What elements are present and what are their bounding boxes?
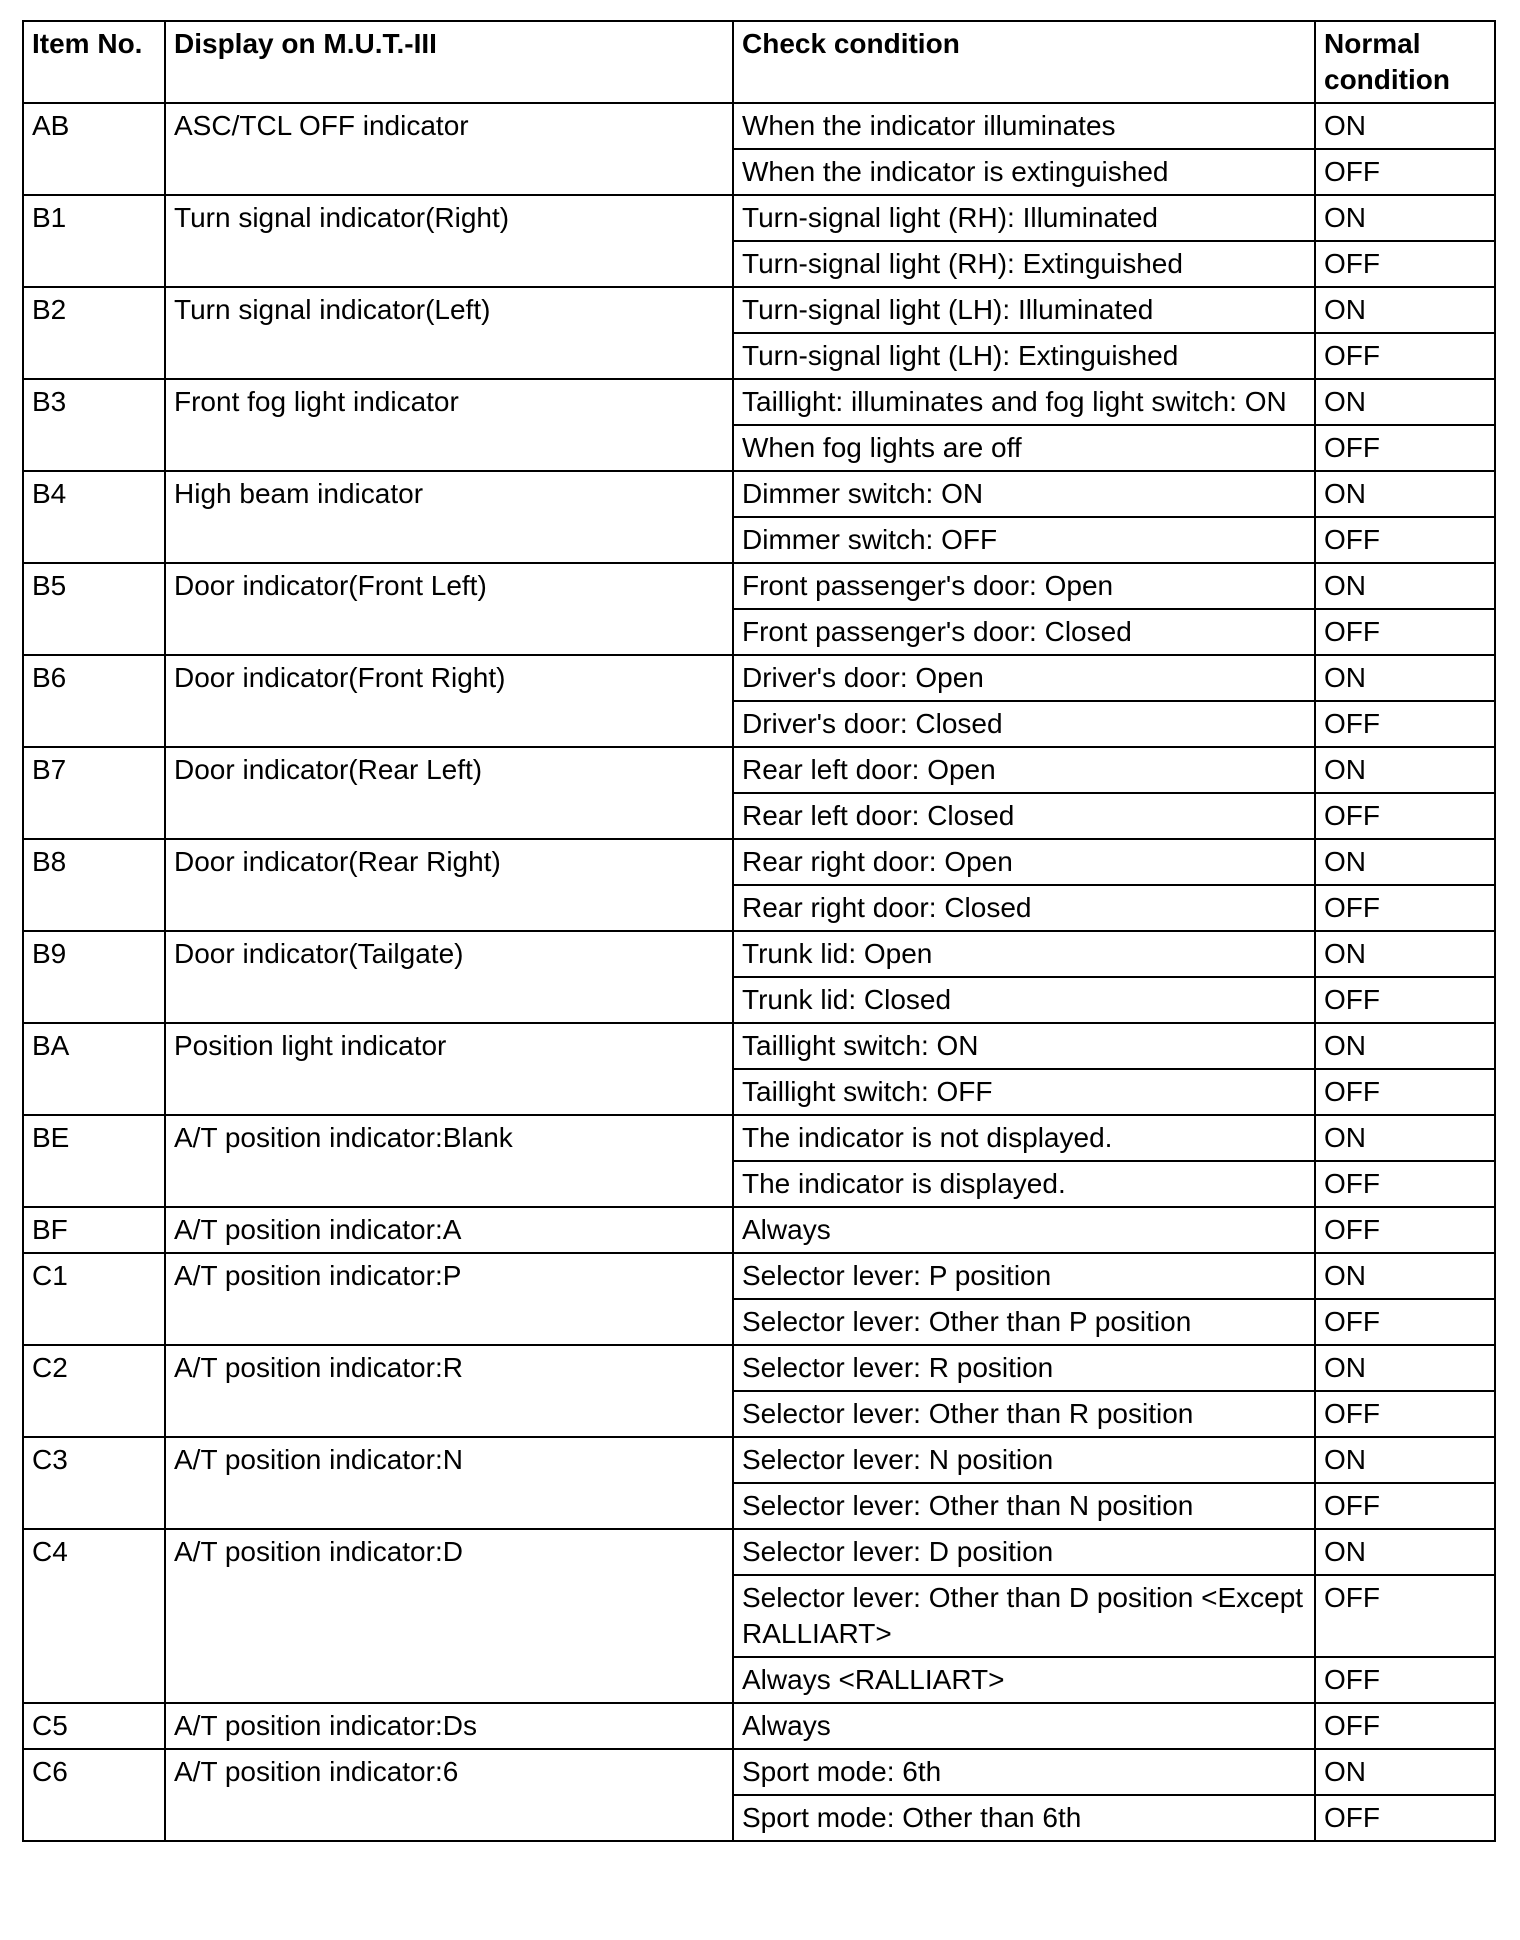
normal-condition-cell: OFF	[1315, 1575, 1495, 1657]
item-number-cell: BF	[23, 1207, 165, 1253]
display-name-cell: Door indicator(Tailgate)	[165, 931, 733, 1023]
check-condition-cell: Driver's door: Open	[733, 655, 1315, 701]
check-condition-cell: Selector lever: Other than P position	[733, 1299, 1315, 1345]
normal-condition-cell: OFF	[1315, 1795, 1495, 1841]
display-name-cell: A/T position indicator:Blank	[165, 1115, 733, 1207]
check-condition-cell: When the indicator is extinguished	[733, 149, 1315, 195]
check-condition-cell: Front passenger's door: Open	[733, 563, 1315, 609]
table-row	[23, 1529, 1495, 1575]
header-check-condition: Check condition	[733, 21, 1315, 103]
check-condition-cell: Dimmer switch: OFF	[733, 517, 1315, 563]
table-row	[23, 1749, 1495, 1795]
check-condition-cell: Always <RALLIART>	[733, 1657, 1315, 1703]
normal-condition-cell: ON	[1315, 747, 1495, 793]
normal-condition-cell: ON	[1315, 1437, 1495, 1483]
display-name-cell: Door indicator(Rear Right)	[165, 839, 733, 931]
check-condition-cell: Sport mode: 6th	[733, 1749, 1315, 1795]
normal-condition-cell: ON	[1315, 655, 1495, 701]
check-condition-cell: Sport mode: Other than 6th	[733, 1795, 1315, 1841]
normal-condition-cell: OFF	[1315, 1207, 1495, 1253]
table-row	[23, 103, 1495, 149]
item-number-cell: B3	[23, 379, 165, 471]
display-name-cell: Door indicator(Front Right)	[165, 655, 733, 747]
spec-table-container	[22, 20, 1494, 1842]
check-condition-cell: Selector lever: P position	[733, 1253, 1315, 1299]
table-row	[23, 1023, 1495, 1069]
check-condition-cell: Taillight switch: OFF	[733, 1069, 1315, 1115]
normal-condition-cell: ON	[1315, 1115, 1495, 1161]
item-number-cell: AB	[23, 103, 165, 195]
display-name-cell: A/T position indicator:D	[165, 1529, 733, 1703]
normal-condition-cell: ON	[1315, 839, 1495, 885]
check-condition-cell: Front passenger's door: Closed	[733, 609, 1315, 655]
normal-condition-cell: OFF	[1315, 1069, 1495, 1115]
check-condition-cell: Turn-signal light (RH): Extinguished	[733, 241, 1315, 287]
item-number-cell: C3	[23, 1437, 165, 1529]
display-name-cell: Front fog light indicator	[165, 379, 733, 471]
item-number-cell: B8	[23, 839, 165, 931]
normal-condition-cell: OFF	[1315, 425, 1495, 471]
table-row	[23, 287, 1495, 333]
table-row	[23, 747, 1495, 793]
item-number-cell: B2	[23, 287, 165, 379]
check-condition-cell: Rear left door: Open	[733, 747, 1315, 793]
table-body	[23, 103, 1495, 1841]
check-condition-cell: Selector lever: R position	[733, 1345, 1315, 1391]
table-row	[23, 1253, 1495, 1299]
check-condition-cell: Taillight: illuminates and fog light switch: ON	[733, 379, 1315, 425]
normal-condition-cell: OFF	[1315, 517, 1495, 563]
table-row	[23, 1345, 1495, 1391]
normal-condition-cell: ON	[1315, 1749, 1495, 1795]
display-name-cell: A/T position indicator:A	[165, 1207, 733, 1253]
display-name-cell: A/T position indicator:6	[165, 1749, 733, 1841]
check-condition-cell: Rear left door: Closed	[733, 793, 1315, 839]
table-row	[23, 195, 1495, 241]
check-condition-cell: Rear right door: Open	[733, 839, 1315, 885]
check-condition-cell: Taillight switch: ON	[733, 1023, 1315, 1069]
normal-condition-cell: ON	[1315, 563, 1495, 609]
normal-condition-cell: OFF	[1315, 1299, 1495, 1345]
mut-indicator-table	[22, 20, 1496, 1842]
check-condition-cell: Rear right door: Closed	[733, 885, 1315, 931]
check-condition-cell: Turn-signal light (LH): Illuminated	[733, 287, 1315, 333]
normal-condition-cell: ON	[1315, 1345, 1495, 1391]
item-number-cell: BE	[23, 1115, 165, 1207]
item-number-cell: C1	[23, 1253, 165, 1345]
item-number-cell: C6	[23, 1749, 165, 1841]
item-number-cell: B6	[23, 655, 165, 747]
normal-condition-cell: ON	[1315, 195, 1495, 241]
normal-condition-cell: OFF	[1315, 793, 1495, 839]
display-name-cell: High beam indicator	[165, 471, 733, 563]
normal-condition-cell: ON	[1315, 931, 1495, 977]
normal-condition-cell: ON	[1315, 1253, 1495, 1299]
normal-condition-cell: OFF	[1315, 1391, 1495, 1437]
display-name-cell: A/T position indicator:N	[165, 1437, 733, 1529]
check-condition-cell: Selector lever: D position	[733, 1529, 1315, 1575]
normal-condition-cell: OFF	[1315, 149, 1495, 195]
check-condition-cell: Trunk lid: Closed	[733, 977, 1315, 1023]
check-condition-cell: Selector lever: Other than D position <Except RALLIART>	[733, 1575, 1315, 1657]
item-number-cell: B1	[23, 195, 165, 287]
check-condition-cell: The indicator is not displayed.	[733, 1115, 1315, 1161]
display-name-cell: A/T position indicator:P	[165, 1253, 733, 1345]
normal-condition-cell: ON	[1315, 103, 1495, 149]
display-name-cell: A/T position indicator:R	[165, 1345, 733, 1437]
table-row	[23, 1115, 1495, 1161]
item-number-cell: B9	[23, 931, 165, 1023]
normal-condition-cell: ON	[1315, 287, 1495, 333]
table-header-row	[23, 21, 1495, 103]
normal-condition-cell: OFF	[1315, 1703, 1495, 1749]
check-condition-cell: Turn-signal light (LH): Extinguished	[733, 333, 1315, 379]
normal-condition-cell: OFF	[1315, 333, 1495, 379]
check-condition-cell: Dimmer switch: ON	[733, 471, 1315, 517]
display-name-cell: Turn signal indicator(Left)	[165, 287, 733, 379]
check-condition-cell: Trunk lid: Open	[733, 931, 1315, 977]
table-row	[23, 1703, 1495, 1749]
display-name-cell: Door indicator(Rear Left)	[165, 747, 733, 839]
check-condition-cell: The indicator is displayed.	[733, 1161, 1315, 1207]
normal-condition-cell: OFF	[1315, 977, 1495, 1023]
display-name-cell: Turn signal indicator(Right)	[165, 195, 733, 287]
table-row	[23, 655, 1495, 701]
header-normal-condition: Normal condition	[1315, 21, 1495, 103]
display-name-cell: ASC/TCL OFF indicator	[165, 103, 733, 195]
check-condition-cell: Selector lever: N position	[733, 1437, 1315, 1483]
table-row	[23, 379, 1495, 425]
normal-condition-cell: OFF	[1315, 241, 1495, 287]
normal-condition-cell: OFF	[1315, 609, 1495, 655]
display-name-cell: A/T position indicator:Ds	[165, 1703, 733, 1749]
table-row	[23, 839, 1495, 885]
item-number-cell: B4	[23, 471, 165, 563]
check-condition-cell: Driver's door: Closed	[733, 701, 1315, 747]
check-condition-cell: Always	[733, 1207, 1315, 1253]
check-condition-cell: When the indicator illuminates	[733, 103, 1315, 149]
header-display: Display on M.U.T.-III	[165, 21, 733, 103]
display-name-cell: Door indicator(Front Left)	[165, 563, 733, 655]
item-number-cell: C5	[23, 1703, 165, 1749]
item-number-cell: BA	[23, 1023, 165, 1115]
normal-condition-cell: ON	[1315, 471, 1495, 517]
table-row	[23, 563, 1495, 609]
normal-condition-cell: OFF	[1315, 701, 1495, 747]
item-number-cell: C2	[23, 1345, 165, 1437]
item-number-cell: B7	[23, 747, 165, 839]
check-condition-cell: Turn-signal light (RH): Illuminated	[733, 195, 1315, 241]
table-row	[23, 1207, 1495, 1253]
table-row	[23, 931, 1495, 977]
display-name-cell: Position light indicator	[165, 1023, 733, 1115]
check-condition-cell: When fog lights are off	[733, 425, 1315, 471]
normal-condition-cell: ON	[1315, 1529, 1495, 1575]
check-condition-cell: Selector lever: Other than R position	[733, 1391, 1315, 1437]
normal-condition-cell: OFF	[1315, 1161, 1495, 1207]
normal-condition-cell: ON	[1315, 379, 1495, 425]
normal-condition-cell: ON	[1315, 1023, 1495, 1069]
check-condition-cell: Always	[733, 1703, 1315, 1749]
table-row	[23, 1437, 1495, 1483]
normal-condition-cell: OFF	[1315, 885, 1495, 931]
item-number-cell: C4	[23, 1529, 165, 1703]
table-row	[23, 471, 1495, 517]
header-item-no: Item No.	[23, 21, 165, 103]
normal-condition-cell: OFF	[1315, 1657, 1495, 1703]
item-number-cell: B5	[23, 563, 165, 655]
normal-condition-cell: OFF	[1315, 1483, 1495, 1529]
check-condition-cell: Selector lever: Other than N position	[733, 1483, 1315, 1529]
